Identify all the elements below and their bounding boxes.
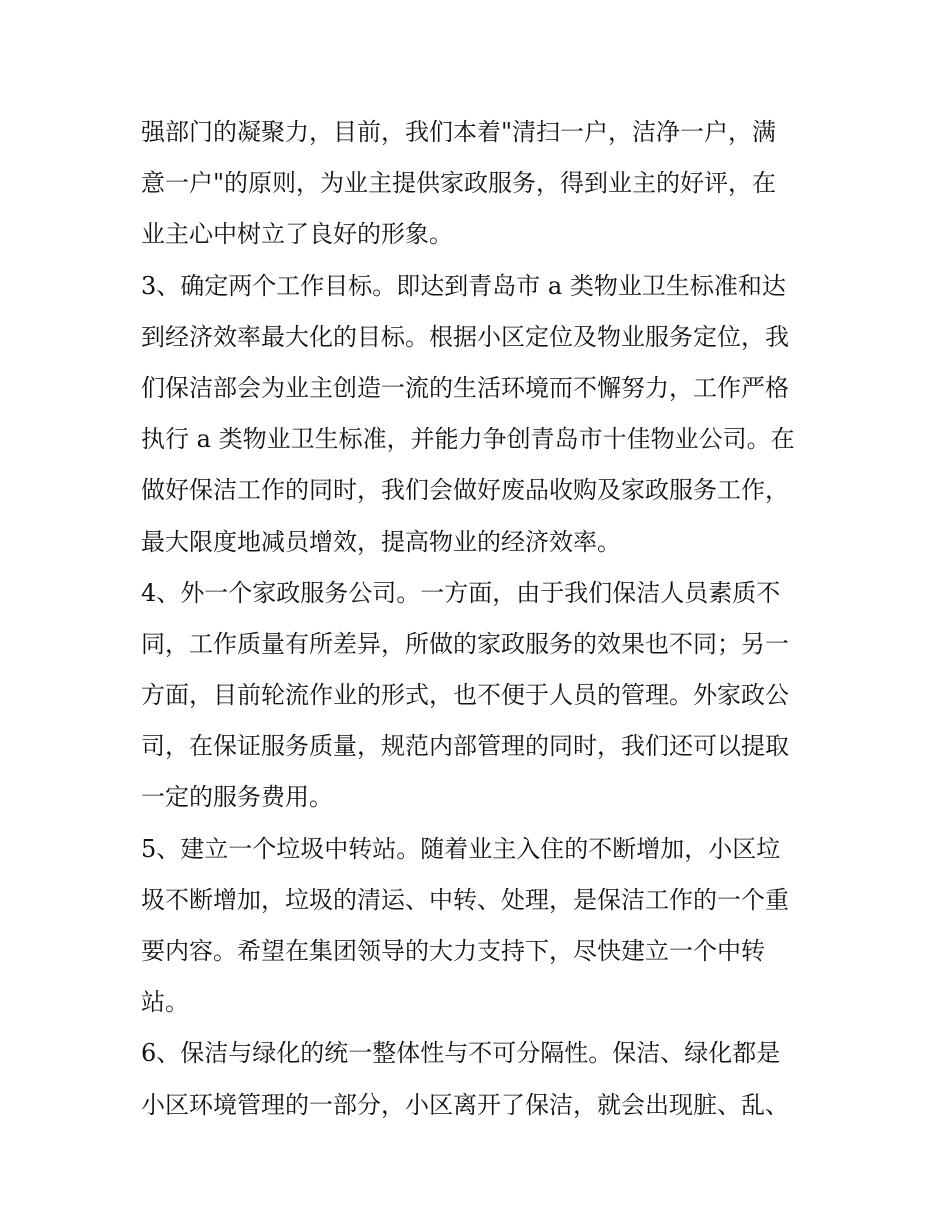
text-line: 强部门的凝聚力，目前，我们本着"清扫一户，洁净一户，满 (141, 118, 777, 146)
text-line: 圾不断增加，垃圾的清运、中转、处理，是保洁工作的一个重 (141, 885, 789, 914)
text-line: 一定的服务费用。 (141, 783, 333, 812)
text-line: 同，工作质量有所差异，所做的家政服务的效果也不同；另一 (141, 629, 789, 658)
text-line: 意一户"的原则，为业主提供家政服务，得到业主的好评，在 (141, 169, 777, 198)
text-line: 要内容。希望在集团领导的大力支持下，尽快建立一个中转 (141, 937, 765, 965)
text-line: 们保洁部会为业主创造一流的生活环境而不懈努力，工作严格 (141, 373, 789, 402)
text-line: 4、外一个家政服务公司。一方面，由于我们保洁人员素质不 (141, 578, 781, 607)
text-line: 站。 (141, 988, 189, 1017)
text-line: 做好保洁工作的同时，我们会做好废品收购及家政服务工作， (141, 476, 789, 505)
text-line: 业主心中树立了良好的形象。 (141, 220, 453, 249)
text-line: 方面，目前轮流作业的形式，也不便于人员的管理。外家政公 (141, 681, 789, 710)
body-text (141, 107, 821, 1131)
text-line: 6、保洁与绿化的统一整体性与不可分隔性。保洁、绿化都是 (141, 1039, 781, 1068)
text-line: 执行 a 类物业卫生标准，并能力争创青岛市十佳物业公司。在 (141, 425, 795, 454)
text-line: 到经济效率最大化的目标。根据小区定位及物业服务定位，我 (141, 322, 789, 351)
text-line: 5、建立一个垃圾中转站。随着业主入住的不断增加，小区垃 (141, 834, 781, 863)
text-line: 小区环境管理的一部分，小区离开了保洁，就会出现脏、乱、 (141, 1090, 789, 1119)
text-line: 3、确定两个工作目标。即达到青岛市 a 类物业卫生标准和达 (141, 271, 786, 300)
text-line: 司，在保证服务质量，规范内部管理的同时，我们还可以提取 (141, 732, 789, 761)
text-line: 最大限度地减员增效，提高物业的经济效率。 (141, 527, 621, 556)
